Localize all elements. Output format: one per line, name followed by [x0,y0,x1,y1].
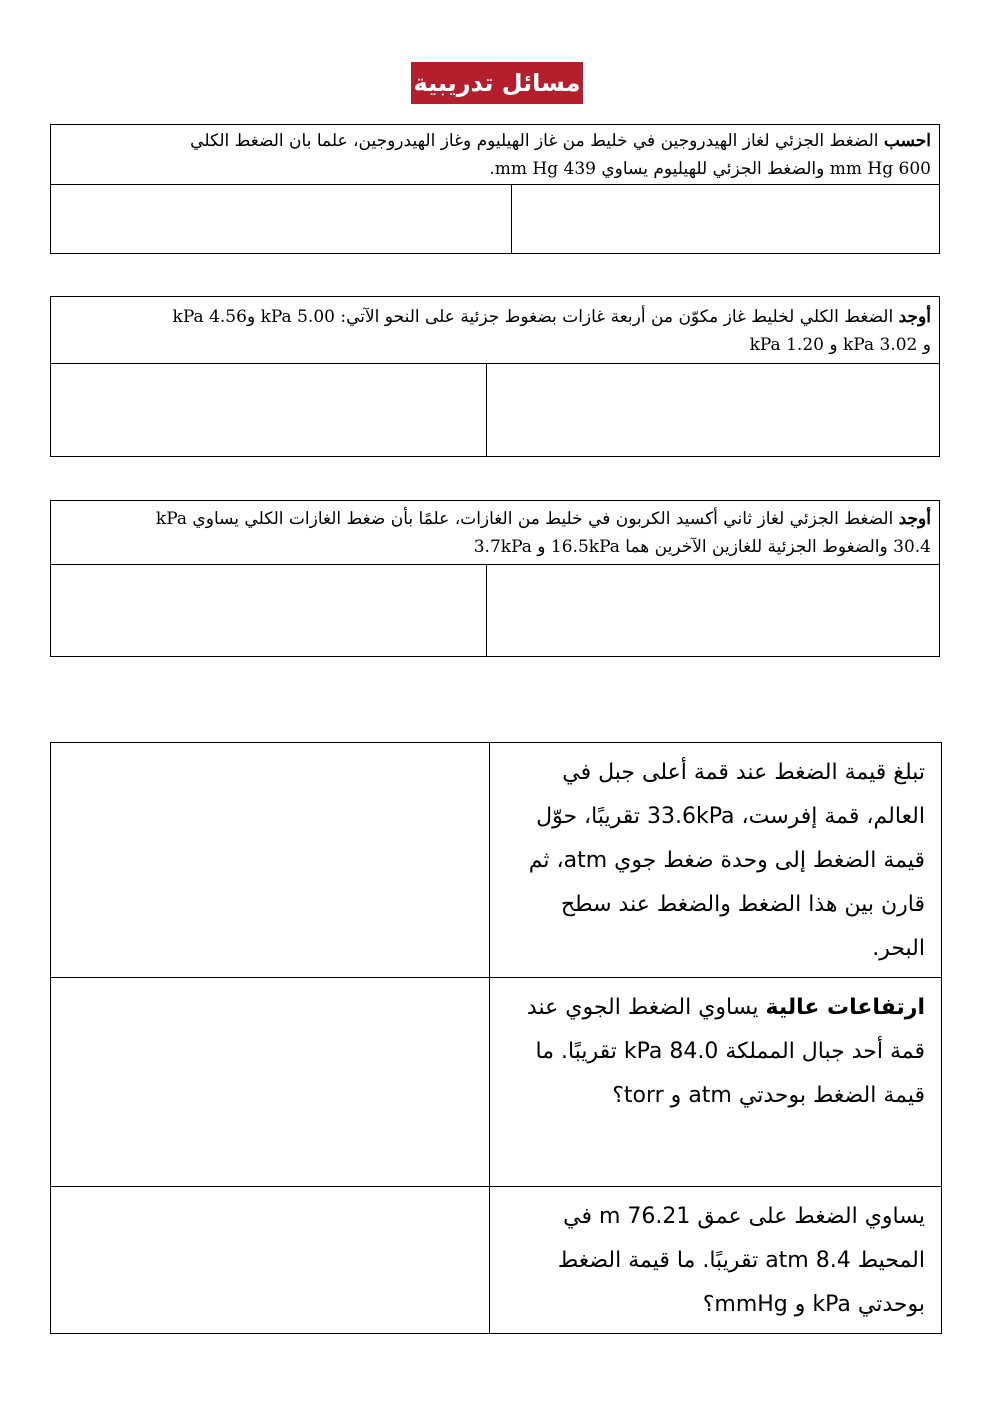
problem-line1-3: الضغط الجزئي لغاز ثاني أكسيد الكربون في خليط من الغازات، علمًا بأن ضغط الغازات الكلي يساوي kPa [155,509,899,529]
problem-cell-5 [490,978,942,1187]
answer-cell-4[interactable] [51,743,490,978]
answer-area-3-left[interactable] [51,565,487,656]
table-problem-text-3: يساوي الضغط على عمق 76.21 m في المحيط 8.4 atm تقريبًا. ما قيمة الضغط بوحدتي kPa و mmHg؟ [557,1204,925,1317]
page-title: مسائل تدريبية [411,62,583,104]
answer-area-1-right[interactable] [512,185,939,253]
problem-lead-2: أوجد [898,307,931,327]
table-row [51,743,942,978]
problem-line2-1: 600 mm Hg والضغط الجزئي للهيليوم يساوي 439 mm Hg. [489,159,931,179]
answer-cell-5[interactable] [51,978,490,1187]
problem-line2-2: و 3.02 kPa و 1.20 kPa [749,335,931,355]
problem-cell-6 [490,1187,942,1334]
problem-cell-4 [490,743,942,978]
problem-line1-2: الضغط الكلي لخليط غاز مكوّن من أربعة غازات بضغوط جزئية على النحو الآتي: 5.00 kPa و4.56 kPa [172,307,899,327]
table-problem-text-2: يساوي الضغط الجوي عند قمة أحد جبال المملكة 84.0 kPa تقريبًا. ما قيمة الضغط بوحدتي atm و torr؟ [526,995,925,1108]
pressure-conversion-table [50,742,942,1334]
problem-box-1 [50,124,940,254]
problem-line1-1: الضغط الجزئي لغاز الهيدروجين في خليط من غاز الهيليوم وغاز الهيدروجين، علما بان الضغط الكلي [190,131,884,151]
table-problem-lead-2: ارتفاعات عالية [765,995,925,1020]
answer-area-2-right[interactable] [487,364,939,456]
problem-line2-3: 30.4 والضغوط الجزئية للغازين الآخرين هما 16.5kPa و 3.7kPa [473,537,931,557]
problem-text-2 [51,297,939,364]
problem-lead-1: احسب [883,131,931,151]
table-problem-text-1: تبلغ قيمة الضغط عند قمة أعلى جبل في العالم، قمة إفرست، 33.6kPa تقريبًا، حوّل قيمة الضغط إلى وحدة ضغط جوي atm، ثم قارن بين هذا الضغط والضغط عند سطح البحر. [528,760,925,961]
problem-box-3 [50,500,940,657]
problem-text-1 [51,125,939,185]
answer-area-3-right[interactable] [487,565,939,656]
answer-area-2-left[interactable] [51,364,487,456]
answer-area-1-left[interactable] [51,185,512,253]
table-row [51,1187,942,1334]
problem-text-3 [51,501,939,565]
table-row [51,978,942,1187]
answer-cell-6[interactable] [51,1187,490,1334]
problem-box-2 [50,296,940,457]
problem-lead-3: أوجد [898,509,931,529]
